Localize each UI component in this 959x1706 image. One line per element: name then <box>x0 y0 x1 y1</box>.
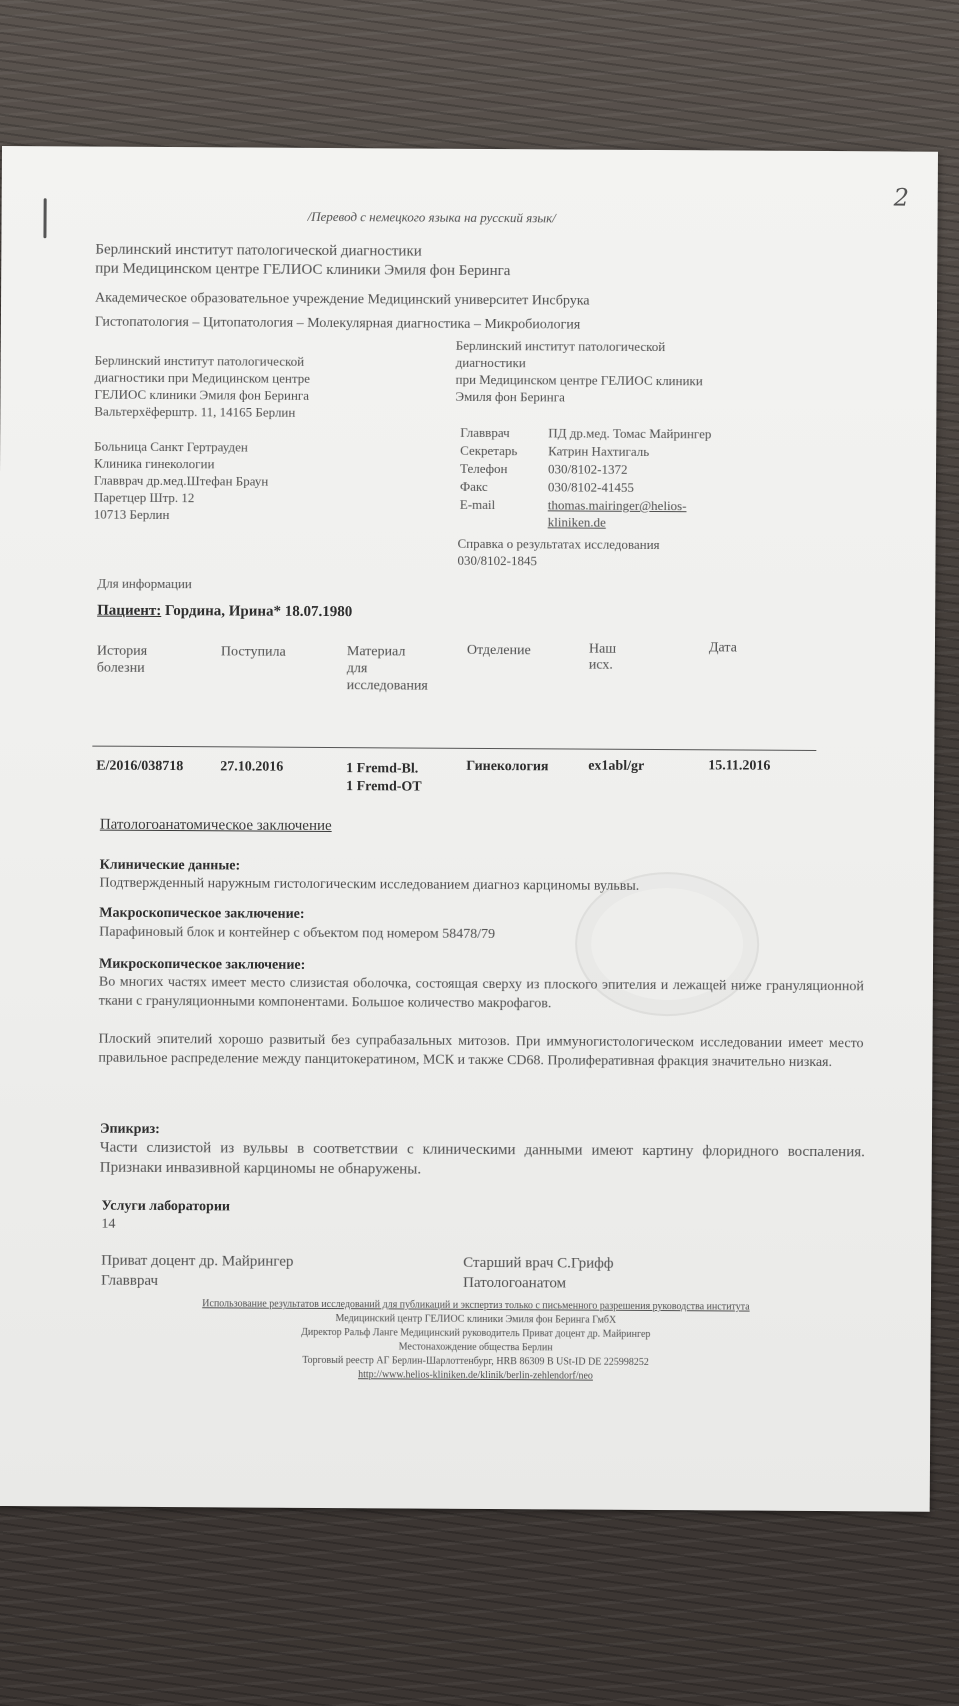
chief-value: ПД др.мед. Томас Майрингер <box>548 425 712 442</box>
institute-line-4: Эмиля фон Беринга <box>455 388 565 405</box>
lab-title: Услуги лаборатории <box>101 1198 231 1215</box>
header-line-1: Берлинский институт патологической диагностики <box>95 241 422 260</box>
signature-right-name: Старший врач С.Грифф <box>463 1254 614 1272</box>
email-link-2[interactable]: kliniken.de <box>547 514 606 530</box>
secretary-label: Секретарь <box>460 442 518 459</box>
contacts-block <box>460 424 779 532</box>
cell-material <box>346 760 422 796</box>
table-divider <box>92 746 816 751</box>
col-received-header: Поступила <box>220 644 286 660</box>
phone-label: Телефон <box>459 460 508 477</box>
sender-line-2: диагностики при Медицинском центре <box>94 369 311 386</box>
institute-line-1: Берлинский институт патологической <box>455 337 666 355</box>
signature-right <box>463 1253 614 1294</box>
cell-history: E/2016/038718 <box>96 758 184 775</box>
recipient-line-5: 10713 Берлин <box>93 506 170 523</box>
epicrisis-title: Эпикриз: <box>99 1121 160 1137</box>
history-header-1: История <box>96 643 148 659</box>
recipient-line-2: Клиника гинекологии <box>94 455 215 472</box>
footer-line-4: Местонахождение общества Берлин <box>398 1341 553 1354</box>
footer-line-5: Торговый реестр АГ Берлин-Шарлоттенбург, HRB 86309 B USt-ID DE 225998252 <box>302 1354 649 1368</box>
patient-label: Пациент: <box>97 602 162 619</box>
fax-label: Факс <box>459 478 488 494</box>
institute-address <box>455 337 703 407</box>
translation-note: /Перевод с немецкого языка на русский язык/ <box>307 208 556 226</box>
email-value[interactable] <box>548 496 778 531</box>
cell-received: 27.10.2016 <box>220 759 284 775</box>
results-info <box>457 535 659 570</box>
sender-address <box>94 352 310 421</box>
recipient-line-3: Главврач др.мед.Штефан Браун <box>93 472 269 489</box>
margin-mark <box>43 198 46 238</box>
patient-value: Гордина, Ирина* 18.07.1980 <box>164 603 353 621</box>
clinical-title: Клинические данные: <box>99 857 241 874</box>
header-line-4: Гистопатология – Цитопатология – Молекулярная диагностика – Микробиология <box>94 314 581 333</box>
header-line-2: при Медицинском центре ГЕЛИОС клиники Эмиля фон Беринга <box>95 260 511 280</box>
results-line-1: Справка о результатах исследования <box>457 535 660 553</box>
footer-url-link[interactable]: http://www.helios-kliniken.de/klinik/berlin-zehlendorf/neo <box>358 1369 593 1382</box>
conclusion-title: Патологоанатомическое заключение <box>99 816 332 835</box>
material-2: 1 Fremd-OT <box>346 779 422 795</box>
email-link-1[interactable]: thomas.mairinger@helios- <box>547 497 687 514</box>
document-page <box>0 146 938 1512</box>
footer-line-1: Использование результатов исследований для публикаций и экспертиз только с письменного разрешения руководства института <box>202 1298 750 1313</box>
sender-line-4: Вальтерхёферштр. 11, 14165 Берлин <box>94 403 296 420</box>
email-label: E-mail <box>459 496 496 513</box>
institute-line-2: диагностики <box>455 354 526 371</box>
header-line-3: Академическое образовательное учреждение Медицинский университет Инсбрука <box>95 290 590 309</box>
clinical-text: Подтвержденный наружным гистологическим исследованием диагноз карциномы вульвы. <box>99 875 640 894</box>
patient-line <box>97 601 352 623</box>
col-date-header: Дата <box>708 640 737 656</box>
material-header-1: Материал <box>346 644 406 660</box>
sender-line-1: Берлинский институт патологической <box>94 352 305 369</box>
material-header-2: для <box>346 661 368 677</box>
signature-right-role: Патологоанатом <box>463 1274 567 1292</box>
institute-line-3: при Медицинском центре ГЕЛИОС клиники <box>455 371 703 389</box>
col-department-header: Отделение <box>466 642 531 659</box>
for-info-label: Для информации <box>97 575 192 592</box>
micro-text-1: Во многих частях имеет место слизистая оболочка, состоящая сверху из плоского эпителия и лежащей ниже грануляционной ткани с грануляционными компонентами. Большое количество макрофагов. <box>98 974 864 1012</box>
chief-label: Главврач <box>460 424 510 441</box>
footer-line-2: Медицинский центр ГЕЛИОС клиники Эмиля фон Беринга ГмбХ <box>335 1313 617 1326</box>
page-number: 2 <box>893 183 910 212</box>
recipient-address <box>94 438 269 524</box>
epicrisis-text: Части слизистой из вульвы в соответствии с клиническими данными имеют картину флоридного воспаления. Признаки инвазивной карциномы не обнаружены. <box>99 1139 865 1178</box>
cell-ourref: ex1abl/gr <box>588 758 645 774</box>
signature-left-name: Приват доцент др. Майрингер <box>101 1252 294 1270</box>
col-material-header <box>347 643 428 694</box>
macro-text: Парафиновый блок и контейнер с объектом под номером 58478/79 <box>99 924 496 943</box>
footer <box>90 1297 860 1386</box>
sender-line-3: ГЕЛИОС клиники Эмиля фон Беринга <box>94 386 310 403</box>
footer-line-3: Директор Ральф Ланге Медицинский руководитель Приват доцент др. Майрингер <box>301 1326 651 1340</box>
material-1: 1 Fremd-Bl. <box>346 761 419 777</box>
col-ourref-header: Наш исх. <box>588 641 617 673</box>
secretary-value: Катрин Нахтигаль <box>548 443 650 459</box>
history-header-2: болезни <box>96 660 145 676</box>
col-history-header <box>97 643 207 678</box>
cell-department: Гинекология <box>466 758 549 775</box>
fax-value: 030/8102-41455 <box>547 479 634 495</box>
micro-title: Микроскопическое заключение: <box>98 956 306 973</box>
cell-date: 15.11.2016 <box>708 758 771 774</box>
phone-value: 030/8102-1372 <box>547 461 628 477</box>
signature-left-role: Главврач <box>101 1272 159 1289</box>
results-line-2: 030/8102-1845 <box>457 552 537 569</box>
lab-value: 14 <box>101 1216 116 1232</box>
signature-left <box>101 1251 294 1292</box>
macro-title: Макроскопическое заключение: <box>99 905 305 922</box>
recipient-line-1: Больница Санкт Гертрауден <box>94 438 248 455</box>
material-header-3: исследования <box>346 678 428 694</box>
recipient-line-4: Паретцер Штр. 12 <box>93 489 195 506</box>
micro-text-2: Плоский эпителий хорошо развитый без супрабазальных митозов. При иммуногистологическом исследовании имеет место правильное распределение между панцитокератином, МСК и также CD68. Пролиферативная фракция значительно низкая. <box>98 1031 864 1071</box>
